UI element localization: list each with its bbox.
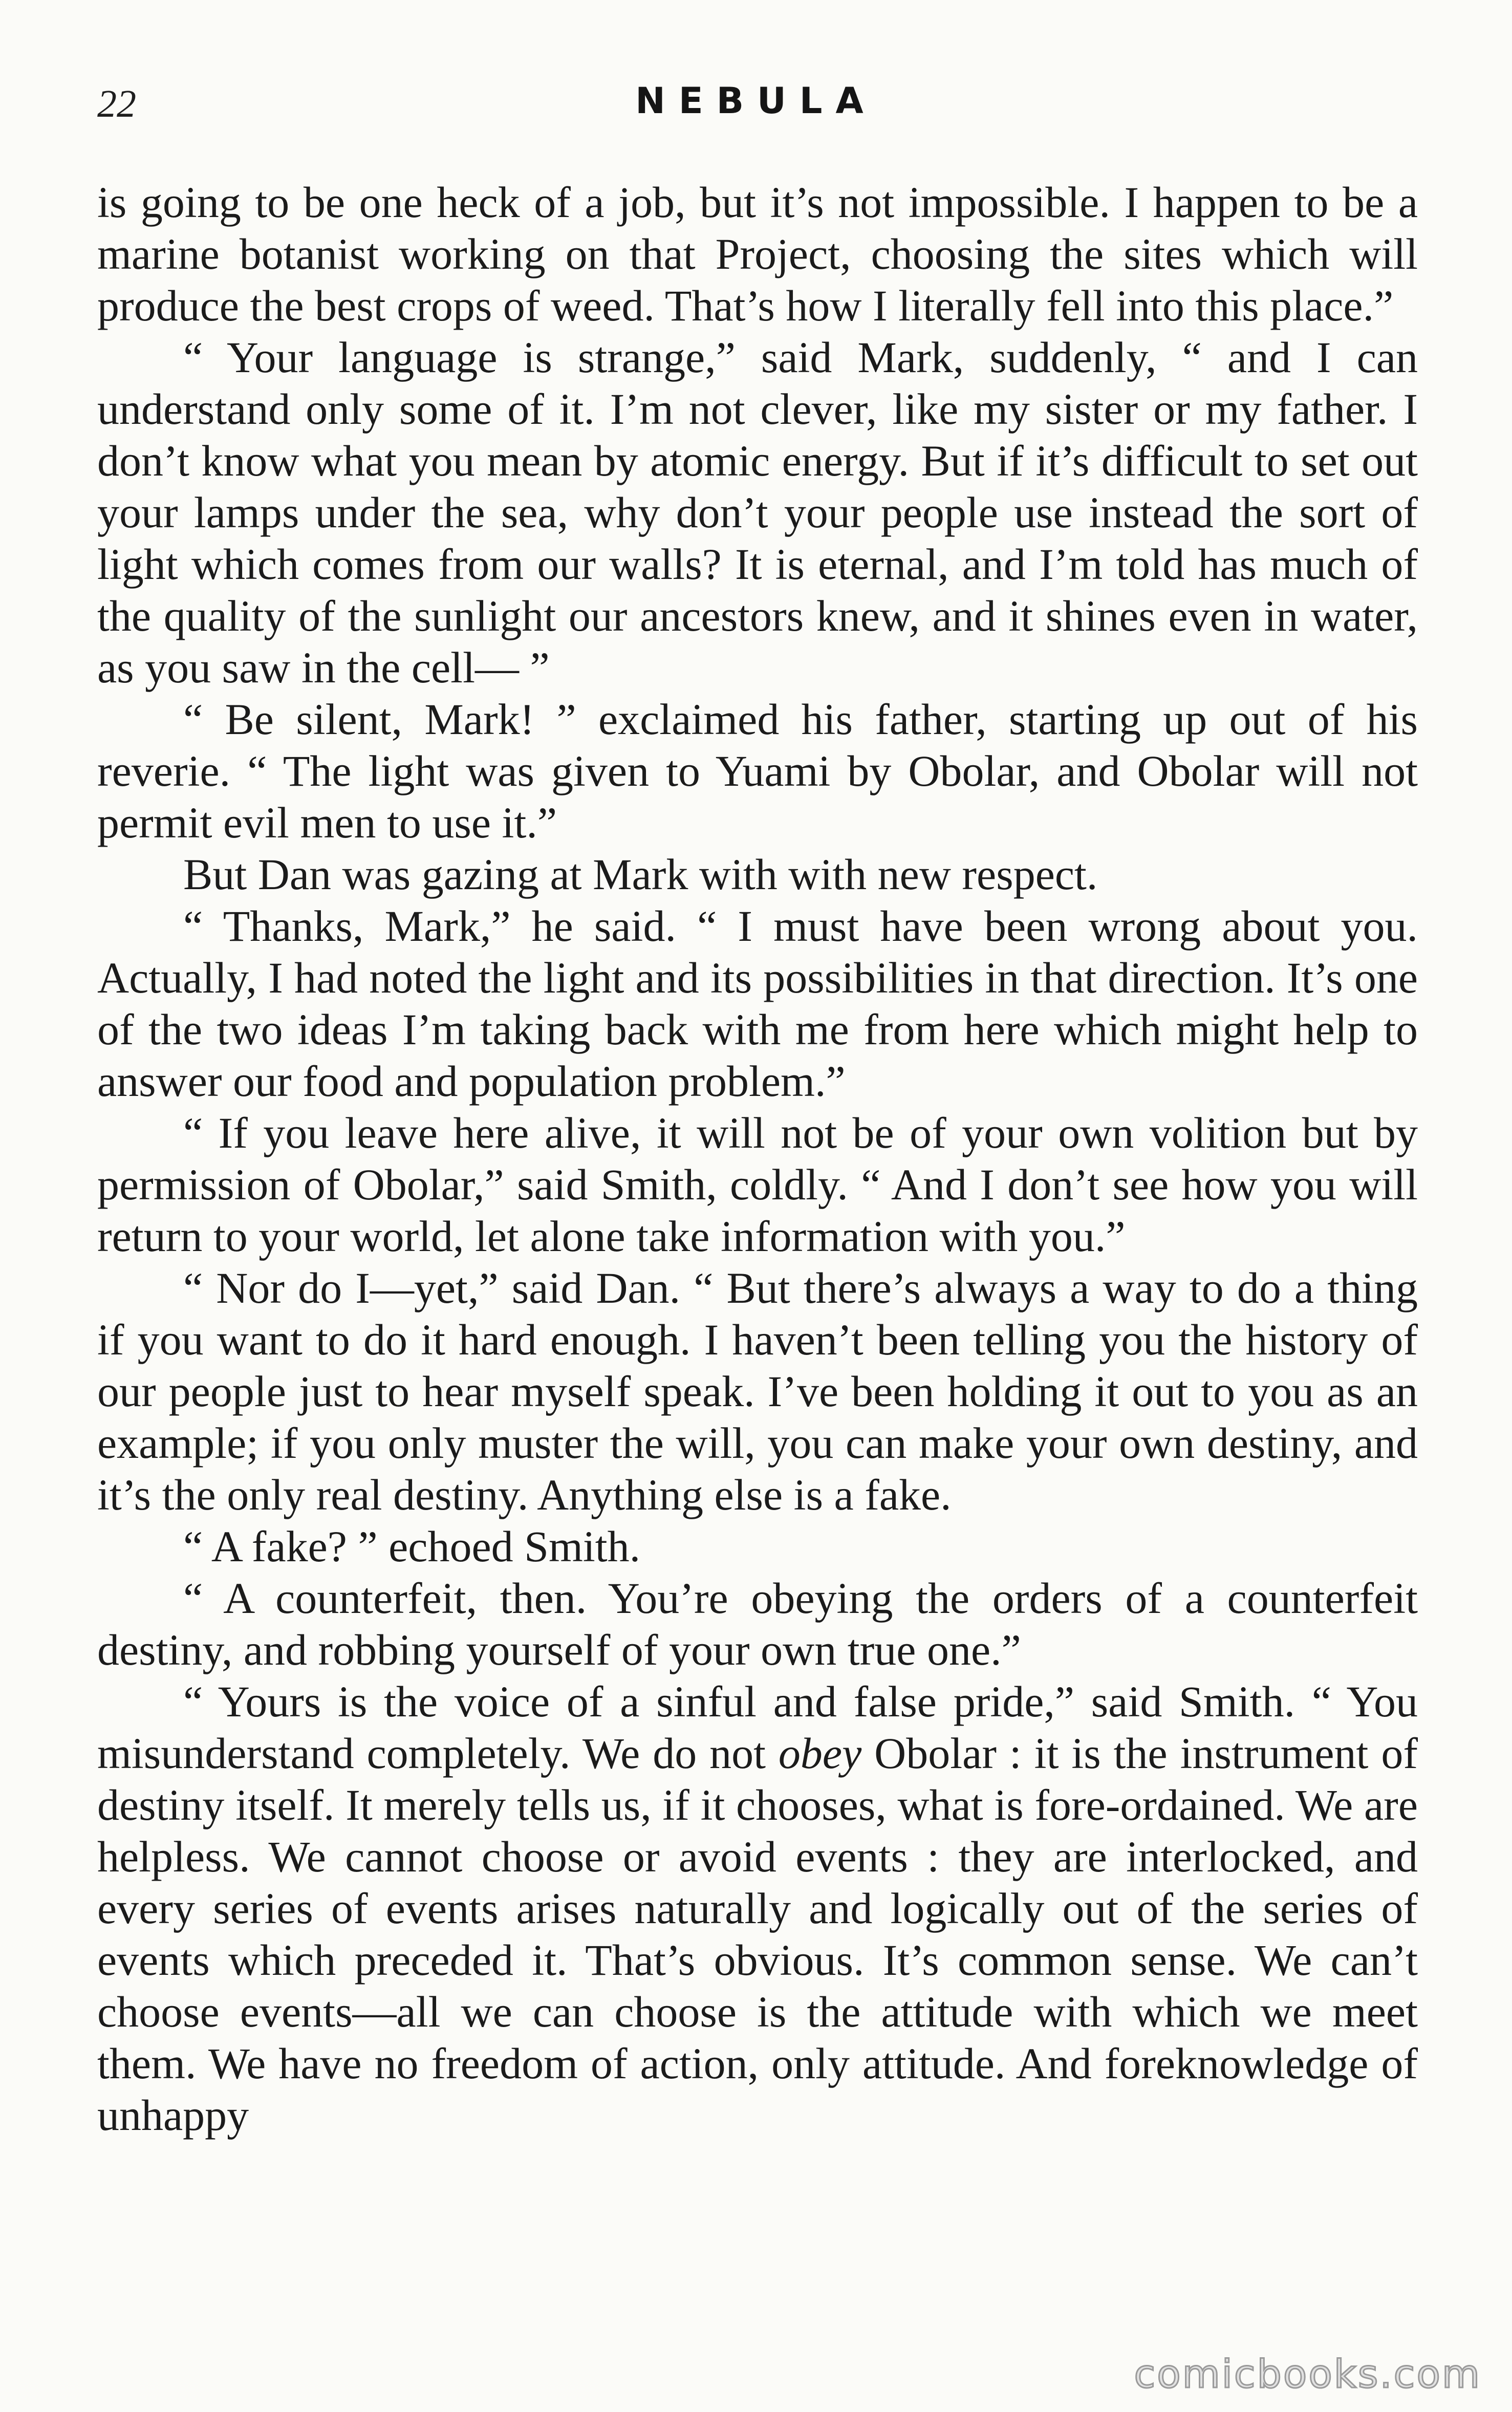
italic-emphasis: obey (778, 1729, 862, 1778)
page-number: 22 (97, 82, 136, 125)
paragraph: “ Your language is strange,” said Mark, suddenly, “ and I can understand only some of it. I’m not clever, like my sister or my father. I don’t know what you mean by atomic energy. But if it’s difficult to set out your lamps under the sea, why don’t your people use instead the sort of light which comes from our walls? It is eternal, and I’m told has much of the quality of the sunlight our ancestors knew, and it shines even in water, as you saw in the cell— ” (97, 333, 1418, 692)
paragraph: “ Thanks, Mark,” he said. “ I must have been wrong about you. Actually, I had noted the light and its possibilities in that direction. It’s one of the two ideas I’m taking back with me from here which might help to answer our food and population problem.” (97, 901, 1418, 1106)
paragraph: “ Nor do I—yet,” said Dan. “ But there’s always a way to do a thing if you want to do it hard enough. I haven’t been telling you the history of our people just to hear myself speak. I’ve been holding it out to you as an example; if you only muster the will, you can make your own destiny, and it’s the only real destiny. Anything else is a fake. (97, 1263, 1418, 1519)
paragraph: “ A fake? ” echoed Smith. (183, 1522, 641, 1571)
body-text (97, 177, 1418, 2141)
paragraph: “ A counterfeit, then. You’re obeying the orders of a counterfeit destiny, and robbing yourself of your own true one.” (97, 1574, 1418, 1674)
running-title: NEBULA (635, 80, 877, 122)
paragraph: “ Be silent, Mark! ” exclaimed his father, starting up out of his reverie. “ The light was given to Yuami by Obolar, and Obolar will not permit evil men to use it.” (97, 695, 1418, 847)
paragraph-final (97, 1676, 1418, 2141)
watermark: comicbooks.com (1134, 2351, 1481, 2397)
paragraph: But Dan was gazing at Mark with with new respect. (183, 850, 1098, 899)
paragraph: is going to be one heck of a job, but it’s not impossible. I happen to be a marine botanist working on that Project, choosing the sites which will produce the best crops of weed. That’s how I literally fell into this place.” (97, 178, 1418, 330)
paragraph: “ If you leave here alive, it will not be of your own volition but by permission of Obolar,” said Smith, coldly. “ And I don’t see how you will return to your world, let alone take information with you.” (97, 1108, 1418, 1261)
paragraph-text-end: Obolar : it is the instrument of destiny itself. It merely tells us, if it chooses, what is fore-ordained. We are helpless. We cannot choose or avoid events : they are interlocked, and every series of events arises naturally and logically out of the series of events which preceded it. That’s obvious. It’s common sense. We can’t choose events—all we can choose is the attitude with which we meet them. We have no freedom of action, only attitude. And foreknowledge of unhappy (97, 1729, 1418, 2140)
page-header (97, 72, 1415, 133)
paragraph-text-start: “ Yours is the voice of a sinful and false pride,” said Smith. “ You misunderstand completely. We do not (97, 1677, 1418, 1778)
